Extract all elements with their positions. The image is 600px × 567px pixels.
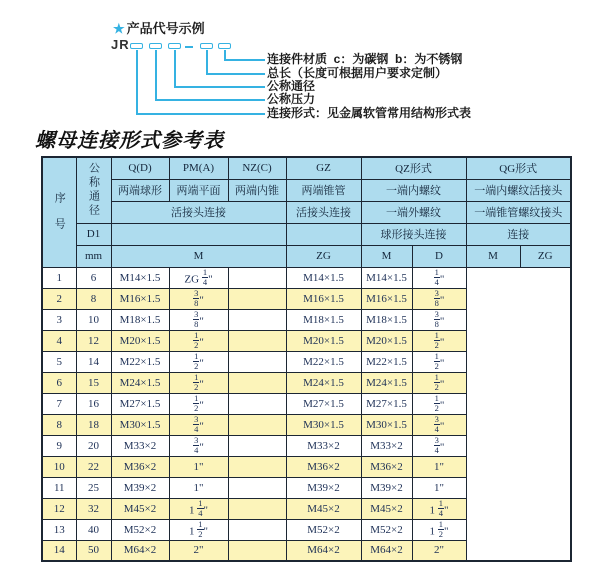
header-q-desc: 两端球形 [111, 179, 169, 201]
cell-no: 14 [42, 540, 76, 561]
cell-qz-m [228, 435, 286, 456]
header-qz: QZ形式 [361, 157, 466, 179]
header-pm-desc: 两端平面 [169, 179, 228, 201]
cell-dn: 15 [76, 372, 111, 393]
cell-m: M20×1.5 [111, 330, 169, 351]
cell-qz-d: M36×2 [286, 456, 361, 477]
code-box-5 [218, 43, 231, 49]
cell-qz-m [228, 288, 286, 309]
header-qz-m: M [361, 245, 412, 267]
cell-qg-zg: $\frac{1}{2}$ " [412, 351, 466, 372]
cell-gz-zg: ZG $\frac{1}{4}$ " [169, 267, 228, 288]
label-material: 连接件材质 c：为碳钢 b：为不锈钢 [267, 52, 463, 66]
cell-dn: 16 [76, 393, 111, 414]
cell-m: M36×2 [111, 456, 169, 477]
cell-gz-zg: $\frac{1}{2}$ " [169, 393, 228, 414]
header-qg: QG形式 [466, 157, 571, 179]
header-dn [76, 157, 111, 223]
cell-qg-zg: $\frac{3}{8}$ " [412, 288, 466, 309]
cell-qz-m [228, 498, 286, 519]
label-nominal-diameter: 公称通径 [267, 79, 316, 93]
cell-no: 3 [42, 309, 76, 330]
cell-qg-m: M64×2 [361, 540, 412, 561]
header-zg: ZG [286, 245, 361, 267]
cell-qz-d: M22×1.5 [286, 351, 361, 372]
header-seq-text: 序号 [53, 191, 66, 244]
cell-gz-zg: $\frac{3}{8}$ " [169, 309, 228, 330]
table-row [42, 477, 571, 498]
cell-m: M22×1.5 [111, 351, 169, 372]
cell-no: 7 [42, 393, 76, 414]
cell-qz-d: M27×1.5 [286, 393, 361, 414]
cell-m: M24×1.5 [111, 372, 169, 393]
cell-qz-d: M45×2 [286, 498, 361, 519]
cell-gz-zg: $\frac{1}{2}$ " [169, 372, 228, 393]
code-box-1 [130, 43, 143, 49]
header-pm: PM(A) [169, 157, 228, 179]
cell-no: 11 [42, 477, 76, 498]
table-row [42, 351, 571, 372]
cell-m: M30×1.5 [111, 414, 169, 435]
cell-qz-m [228, 477, 286, 498]
cell-m: M16×1.5 [111, 288, 169, 309]
cell-qg-zg: $\frac{3}{4}$ " [412, 435, 466, 456]
code-box-2 [149, 43, 162, 49]
cell-qz-m [228, 330, 286, 351]
nut-connection-table-section [35, 124, 572, 562]
header-qg-zg: ZG [520, 245, 571, 267]
connector-line [174, 86, 265, 88]
product-code-prefix: JR [111, 37, 130, 52]
header-gz-desc: 两端锥管 [286, 179, 361, 201]
connector-line [224, 59, 265, 61]
cell-gz-zg: $\frac{3}{4}$ " [169, 414, 228, 435]
cell-no: 13 [42, 519, 76, 540]
table-row [42, 309, 571, 330]
connector-line [136, 113, 265, 115]
cell-gz-zg: $\frac{1}{2}$ " [169, 351, 228, 372]
header-q: Q(D) [111, 157, 169, 179]
cell-qz-m [228, 309, 286, 330]
header-qg-desc1: 一端内螺纹活接头 [466, 179, 571, 201]
header-qz-desc2: 一端外螺纹 [361, 201, 466, 223]
cell-m: M18×1.5 [111, 309, 169, 330]
header-nz: NZ(C) [228, 157, 286, 179]
header-dn-text: 公称通径 [87, 162, 100, 219]
cell-gz-zg: 2" [169, 540, 228, 561]
cell-dn: 32 [76, 498, 111, 519]
table-row [42, 435, 571, 456]
cell-qz-d: M39×2 [286, 477, 361, 498]
code-dash [185, 46, 193, 48]
connector-line [155, 50, 157, 100]
cell-qz-m [228, 540, 286, 561]
cell-m: M33×2 [111, 435, 169, 456]
cell-qz-d: M24×1.5 [286, 372, 361, 393]
header-qg-connection: 连接 [466, 223, 571, 245]
cell-qg-m: M27×1.5 [361, 393, 412, 414]
header-blank-gz [286, 223, 361, 245]
cell-qz-m [228, 456, 286, 477]
header-qg-desc2: 一端锥管螺纹接头 [466, 201, 571, 223]
cell-qg-m: M45×2 [361, 498, 412, 519]
cell-no: 10 [42, 456, 76, 477]
header-blank-left [111, 223, 286, 245]
cell-dn: 10 [76, 309, 111, 330]
cell-qz-d: M33×2 [286, 435, 361, 456]
cell-dn: 40 [76, 519, 111, 540]
cell-qg-zg: $\frac{1}{4}$ " [412, 267, 466, 288]
cell-qg-zg: 1 $\frac{1}{2}$ " [412, 519, 466, 540]
header-qz-d: D [412, 245, 466, 267]
cell-qz-m [228, 267, 286, 288]
cell-qg-zg: 1" [412, 456, 466, 477]
cell-qg-m: M39×2 [361, 477, 412, 498]
cell-gz-zg: 1" [169, 456, 228, 477]
label-total-length: 总长（长度可根据用户要求定制） [267, 66, 448, 80]
table-row [42, 456, 571, 477]
cell-no: 2 [42, 288, 76, 309]
cell-qz-d: M52×2 [286, 519, 361, 540]
cell-qg-m: M30×1.5 [361, 414, 412, 435]
product-code-example-title [113, 18, 205, 37]
cell-dn: 14 [76, 351, 111, 372]
label-connection-form: 连接形式：见金属软管常用结构形式表 [267, 106, 472, 120]
cell-m: M39×2 [111, 477, 169, 498]
cell-qg-m: M22×1.5 [361, 351, 412, 372]
cell-qz-m [228, 351, 286, 372]
header-left-connection: 活接头连接 [111, 201, 286, 223]
cell-no: 9 [42, 435, 76, 456]
header-m: M [111, 245, 286, 267]
cell-dn: 8 [76, 288, 111, 309]
cell-dn: 20 [76, 435, 111, 456]
cell-gz-zg: 1 $\frac{1}{4}$ " [169, 498, 228, 519]
table-title: 螺母连接形式参考表 [35, 130, 224, 152]
cell-dn: 25 [76, 477, 111, 498]
header-seq [42, 157, 76, 267]
star-icon: ★ [113, 21, 125, 36]
cell-dn: 6 [76, 267, 111, 288]
header-unit: mm [76, 245, 111, 267]
cell-qg-zg: $\frac{3}{4}$ " [412, 414, 466, 435]
cell-no: 1 [42, 267, 76, 288]
connector-line [174, 50, 176, 87]
header-gz: GZ [286, 157, 361, 179]
code-box-3 [168, 43, 181, 49]
cell-qg-zg: 2" [412, 540, 466, 561]
cell-qg-m: M52×2 [361, 519, 412, 540]
cell-dn: 22 [76, 456, 111, 477]
code-box-4 [200, 43, 213, 49]
cell-qg-zg: $\frac{1}{2}$ " [412, 372, 466, 393]
cell-qg-m: M24×1.5 [361, 372, 412, 393]
header-nz-desc: 两端内锥 [228, 179, 286, 201]
table-row [42, 372, 571, 393]
table-row [42, 414, 571, 435]
cell-qz-m [228, 372, 286, 393]
cell-no: 12 [42, 498, 76, 519]
cell-qg-m: M33×2 [361, 435, 412, 456]
cell-qg-m: M20×1.5 [361, 330, 412, 351]
cell-no: 4 [42, 330, 76, 351]
cell-gz-zg: $\frac{3}{4}$ " [169, 435, 228, 456]
nut-connection-table [41, 156, 572, 562]
cell-qz-m [228, 519, 286, 540]
table-row [42, 519, 571, 540]
cell-qg-zg: 1" [412, 477, 466, 498]
connector-line [155, 99, 265, 101]
cell-qg-zg: $\frac{1}{2}$ " [412, 330, 466, 351]
cell-m: M27×1.5 [111, 393, 169, 414]
cell-qz-d: M30×1.5 [286, 414, 361, 435]
cell-qz-m [228, 414, 286, 435]
cell-m: M14×1.5 [111, 267, 169, 288]
cell-qz-m [228, 393, 286, 414]
table-row [42, 267, 571, 288]
cell-qz-d: M20×1.5 [286, 330, 361, 351]
cell-qg-m: M36×2 [361, 456, 412, 477]
cell-qz-d: M64×2 [286, 540, 361, 561]
table-row [42, 288, 571, 309]
cell-qg-zg: $\frac{3}{8}$ " [412, 309, 466, 330]
cell-dn: 18 [76, 414, 111, 435]
cell-qg-m: M16×1.5 [361, 288, 412, 309]
header-qg-m: M [466, 245, 520, 267]
cell-no: 6 [42, 372, 76, 393]
cell-dn: 50 [76, 540, 111, 561]
table-row [42, 330, 571, 351]
cell-gz-zg: 1" [169, 477, 228, 498]
cell-no: 8 [42, 414, 76, 435]
table-row [42, 498, 571, 519]
table-row [42, 393, 571, 414]
cell-gz-zg: $\frac{3}{8}$ " [169, 288, 228, 309]
table-row [42, 540, 571, 561]
connector-line [206, 73, 265, 75]
product-code-title-text: 产品代号示例 [126, 21, 205, 36]
cell-m: M64×2 [111, 540, 169, 561]
cell-m: M52×2 [111, 519, 169, 540]
header-gz-connection: 活接头连接 [286, 201, 361, 223]
connector-line [136, 50, 138, 114]
cell-qg-m: M14×1.5 [361, 267, 412, 288]
label-nominal-pressure: 公称压力 [267, 92, 316, 106]
cell-qz-d: M14×1.5 [286, 267, 361, 288]
header-d1: D1 [76, 223, 111, 245]
connector-line [206, 50, 208, 74]
header-qz-desc1: 一端内螺纹 [361, 179, 466, 201]
cell-m: M45×2 [111, 498, 169, 519]
cell-qg-zg: 1 $\frac{1}{4}$ " [412, 498, 466, 519]
cell-dn: 12 [76, 330, 111, 351]
cell-qg-m: M18×1.5 [361, 309, 412, 330]
cell-gz-zg: $\frac{1}{2}$ " [169, 330, 228, 351]
cell-qg-zg: $\frac{1}{2}$ " [412, 393, 466, 414]
header-qz-connection: 球形接头连接 [361, 223, 466, 245]
cell-qz-d: M18×1.5 [286, 309, 361, 330]
cell-qz-d: M16×1.5 [286, 288, 361, 309]
cell-gz-zg: 1 $\frac{1}{2}$ " [169, 519, 228, 540]
cell-no: 5 [42, 351, 76, 372]
